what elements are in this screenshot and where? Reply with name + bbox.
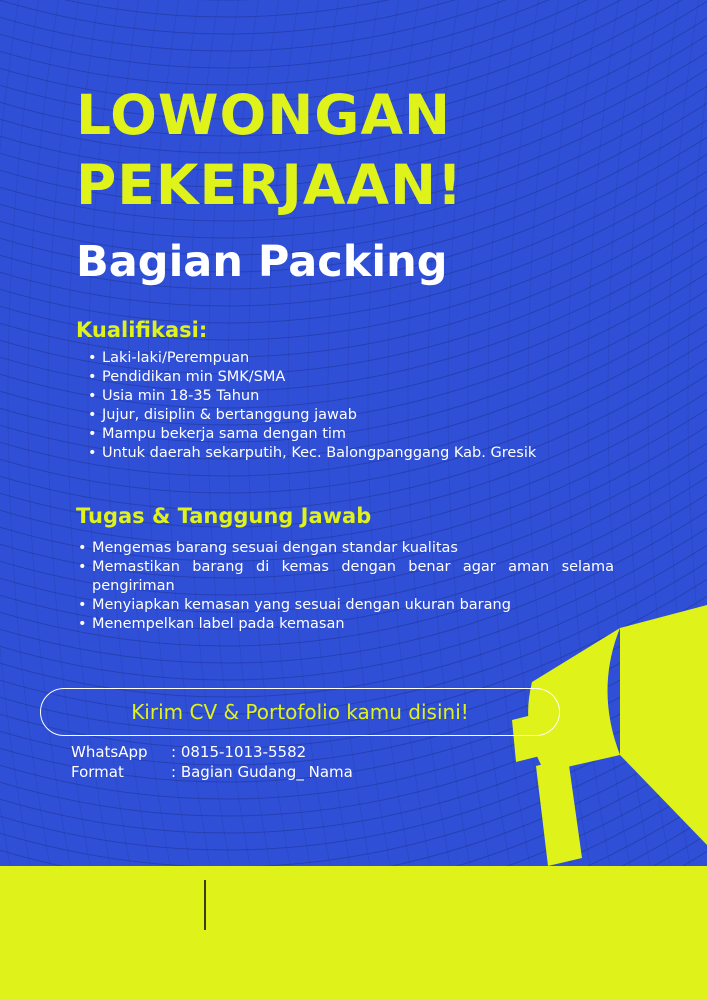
format-contact [71, 762, 353, 783]
qualifications-heading: Kualifikasi: [76, 318, 208, 342]
format-label: Format [71, 763, 124, 781]
title-line-1: LOWONGAN [76, 83, 452, 147]
send-cv-callout [40, 688, 560, 736]
list-item: • Memastikan barang di kemas dengan benar agar aman selama pengiriman [78, 558, 614, 596]
list-item: • Pendidikan min SMK/SMA [88, 368, 558, 387]
list-item: • Menyiapkan kemasan yang sesuai dengan ukuran barang [78, 596, 614, 615]
list-item: • Jujur, disiplin & bertanggung jawab [88, 406, 558, 425]
footer-divider [204, 880, 206, 930]
title-line-2: PEKERJAAN! [76, 153, 464, 217]
job-position-subtitle: Bagian Packing [76, 237, 448, 287]
list-item: • Laki-laki/Perempuan [88, 349, 558, 368]
whatsapp-label: WhatsApp [71, 743, 148, 761]
list-item: • Usia min 18-35 Tahun [88, 387, 558, 406]
duties-heading: Tugas & Tanggung Jawab [76, 504, 372, 528]
footer-band [0, 866, 707, 1000]
qualifications-list [88, 349, 558, 463]
list-item: • Mengemas barang sesuai dengan standar kualitas [78, 539, 614, 558]
list-item: • Menempelkan label pada kemasan [78, 615, 614, 634]
list-item: • Untuk daerah sekarputih, Kec. Balongpanggang Kab. Gresik [88, 444, 558, 463]
whatsapp-number: : 0815-1013-5582 [171, 743, 307, 761]
whatsapp-contact [71, 742, 306, 763]
format-value: : Bagian Gudang_ Nama [171, 763, 353, 781]
list-item: • Mampu bekerja sama dengan tim [88, 425, 558, 444]
send-cv-text: Kirim CV & Portofolio kamu disini! [131, 700, 469, 724]
